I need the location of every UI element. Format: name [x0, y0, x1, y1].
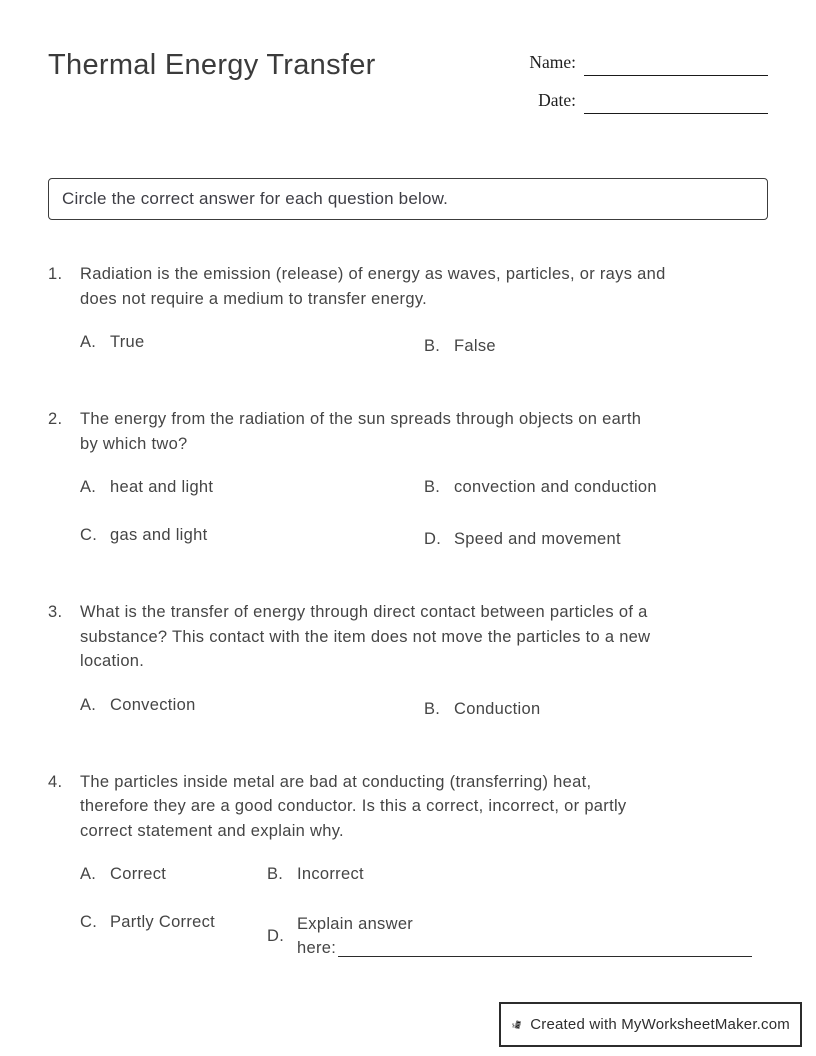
option-letter: B.: [424, 478, 441, 496]
option-letter: A.: [80, 333, 97, 351]
option-text: Incorrect: [297, 865, 364, 883]
option-letter: B.: [267, 865, 284, 883]
option-letter: A.: [80, 695, 97, 714]
date-blank-line[interactable]: [584, 88, 768, 114]
option-2d[interactable]: [424, 529, 768, 549]
question-4: [48, 770, 768, 961]
question-3-number: 3.: [48, 603, 63, 621]
question-3: [48, 600, 768, 719]
date-label: Date:: [538, 90, 576, 110]
option-letter: D.: [267, 927, 285, 945]
explain-answer-blank-line[interactable]: [338, 956, 752, 957]
question-text-line: does not require a medium to transfer energy.: [80, 289, 428, 308]
option-2b[interactable]: [424, 477, 768, 497]
question-3-text: [80, 600, 768, 674]
question-text-line: What is the transfer of energy through direct contact between particles of a: [80, 603, 648, 621]
option-text: False: [454, 337, 496, 355]
question-2-text: [80, 407, 768, 456]
explain-answer-block: [297, 912, 752, 960]
worksheet-header: [48, 46, 768, 126]
option-letter: D.: [424, 530, 442, 548]
page-title: Thermal Energy Transfer: [48, 49, 376, 81]
name-blank-line[interactable]: [584, 50, 768, 76]
worksheet-maker-logo-icon: [512, 1011, 521, 1039]
question-text-line: The particles inside metal are bad at conducting (transferring) heat,: [80, 772, 592, 791]
question-4-text: [80, 770, 768, 844]
option-text: convection and conduction: [454, 478, 657, 496]
option-3a[interactable]: [80, 695, 424, 719]
instructions-text: Circle the correct answer for each question below.: [62, 189, 449, 208]
option-letter: B.: [424, 699, 441, 718]
name-label: Name:: [529, 52, 576, 72]
question-1: [48, 262, 768, 356]
question-text-line: Radiation is the emission (release) of energy as waves, particles, or rays and: [80, 265, 666, 283]
question-text-line: The energy from the radiation of the sun spreads through objects on earth: [80, 410, 642, 428]
question-2-number: 2.: [48, 410, 63, 428]
question-4-number: 4.: [48, 772, 63, 791]
question-2-options: [80, 477, 768, 549]
option-text: Explain answer: [297, 915, 414, 933]
option-letter: A.: [80, 478, 97, 496]
option-4d[interactable]: [267, 912, 752, 960]
option-letter: C.: [80, 913, 98, 931]
option-1b[interactable]: [424, 336, 768, 356]
option-text: True: [110, 333, 145, 351]
name-date-block: [518, 46, 768, 126]
question-1-number: 1.: [48, 265, 63, 283]
option-text: gas and light: [110, 526, 208, 544]
question-text-line: correct statement and explain why.: [80, 821, 344, 840]
option-text: Conduction: [454, 699, 541, 718]
option-4b[interactable]: [267, 864, 768, 884]
option-text: Correct: [110, 865, 167, 883]
question-1-text: [80, 262, 768, 311]
question-text-line: by which two?: [80, 434, 188, 453]
option-text: heat and light: [110, 478, 214, 496]
question-text-line: therefore they are a good conductor. Is this a correct, incorrect, or partly: [80, 797, 627, 815]
option-text: here:: [297, 939, 337, 957]
option-3b[interactable]: [424, 699, 768, 719]
footer-text: Created with MyWorksheetMaker.com: [530, 1016, 790, 1033]
question-text-line: location.: [80, 652, 145, 670]
option-letter: B.: [424, 337, 441, 355]
question-4-options: [80, 864, 768, 960]
option-4a[interactable]: [80, 864, 267, 884]
option-text: Convection: [110, 695, 196, 714]
footer-badge[interactable]: [499, 1002, 802, 1047]
question-3-options: [80, 695, 768, 719]
option-2a[interactable]: [80, 477, 424, 497]
option-letter: C.: [80, 526, 98, 544]
option-text: Partly Correct: [110, 913, 216, 931]
name-row: [518, 50, 768, 76]
question-text-line: substance? This contact with the item does not move the particles to a new: [80, 627, 651, 646]
option-letter: A.: [80, 865, 97, 883]
option-text: Speed and movement: [454, 530, 621, 548]
question-2: [48, 407, 768, 549]
option-1a[interactable]: [80, 332, 424, 356]
instructions-box: [48, 178, 768, 220]
question-1-options: [80, 332, 768, 356]
option-4c[interactable]: [80, 912, 267, 960]
option-2c[interactable]: [80, 525, 424, 549]
date-row: [518, 88, 768, 114]
